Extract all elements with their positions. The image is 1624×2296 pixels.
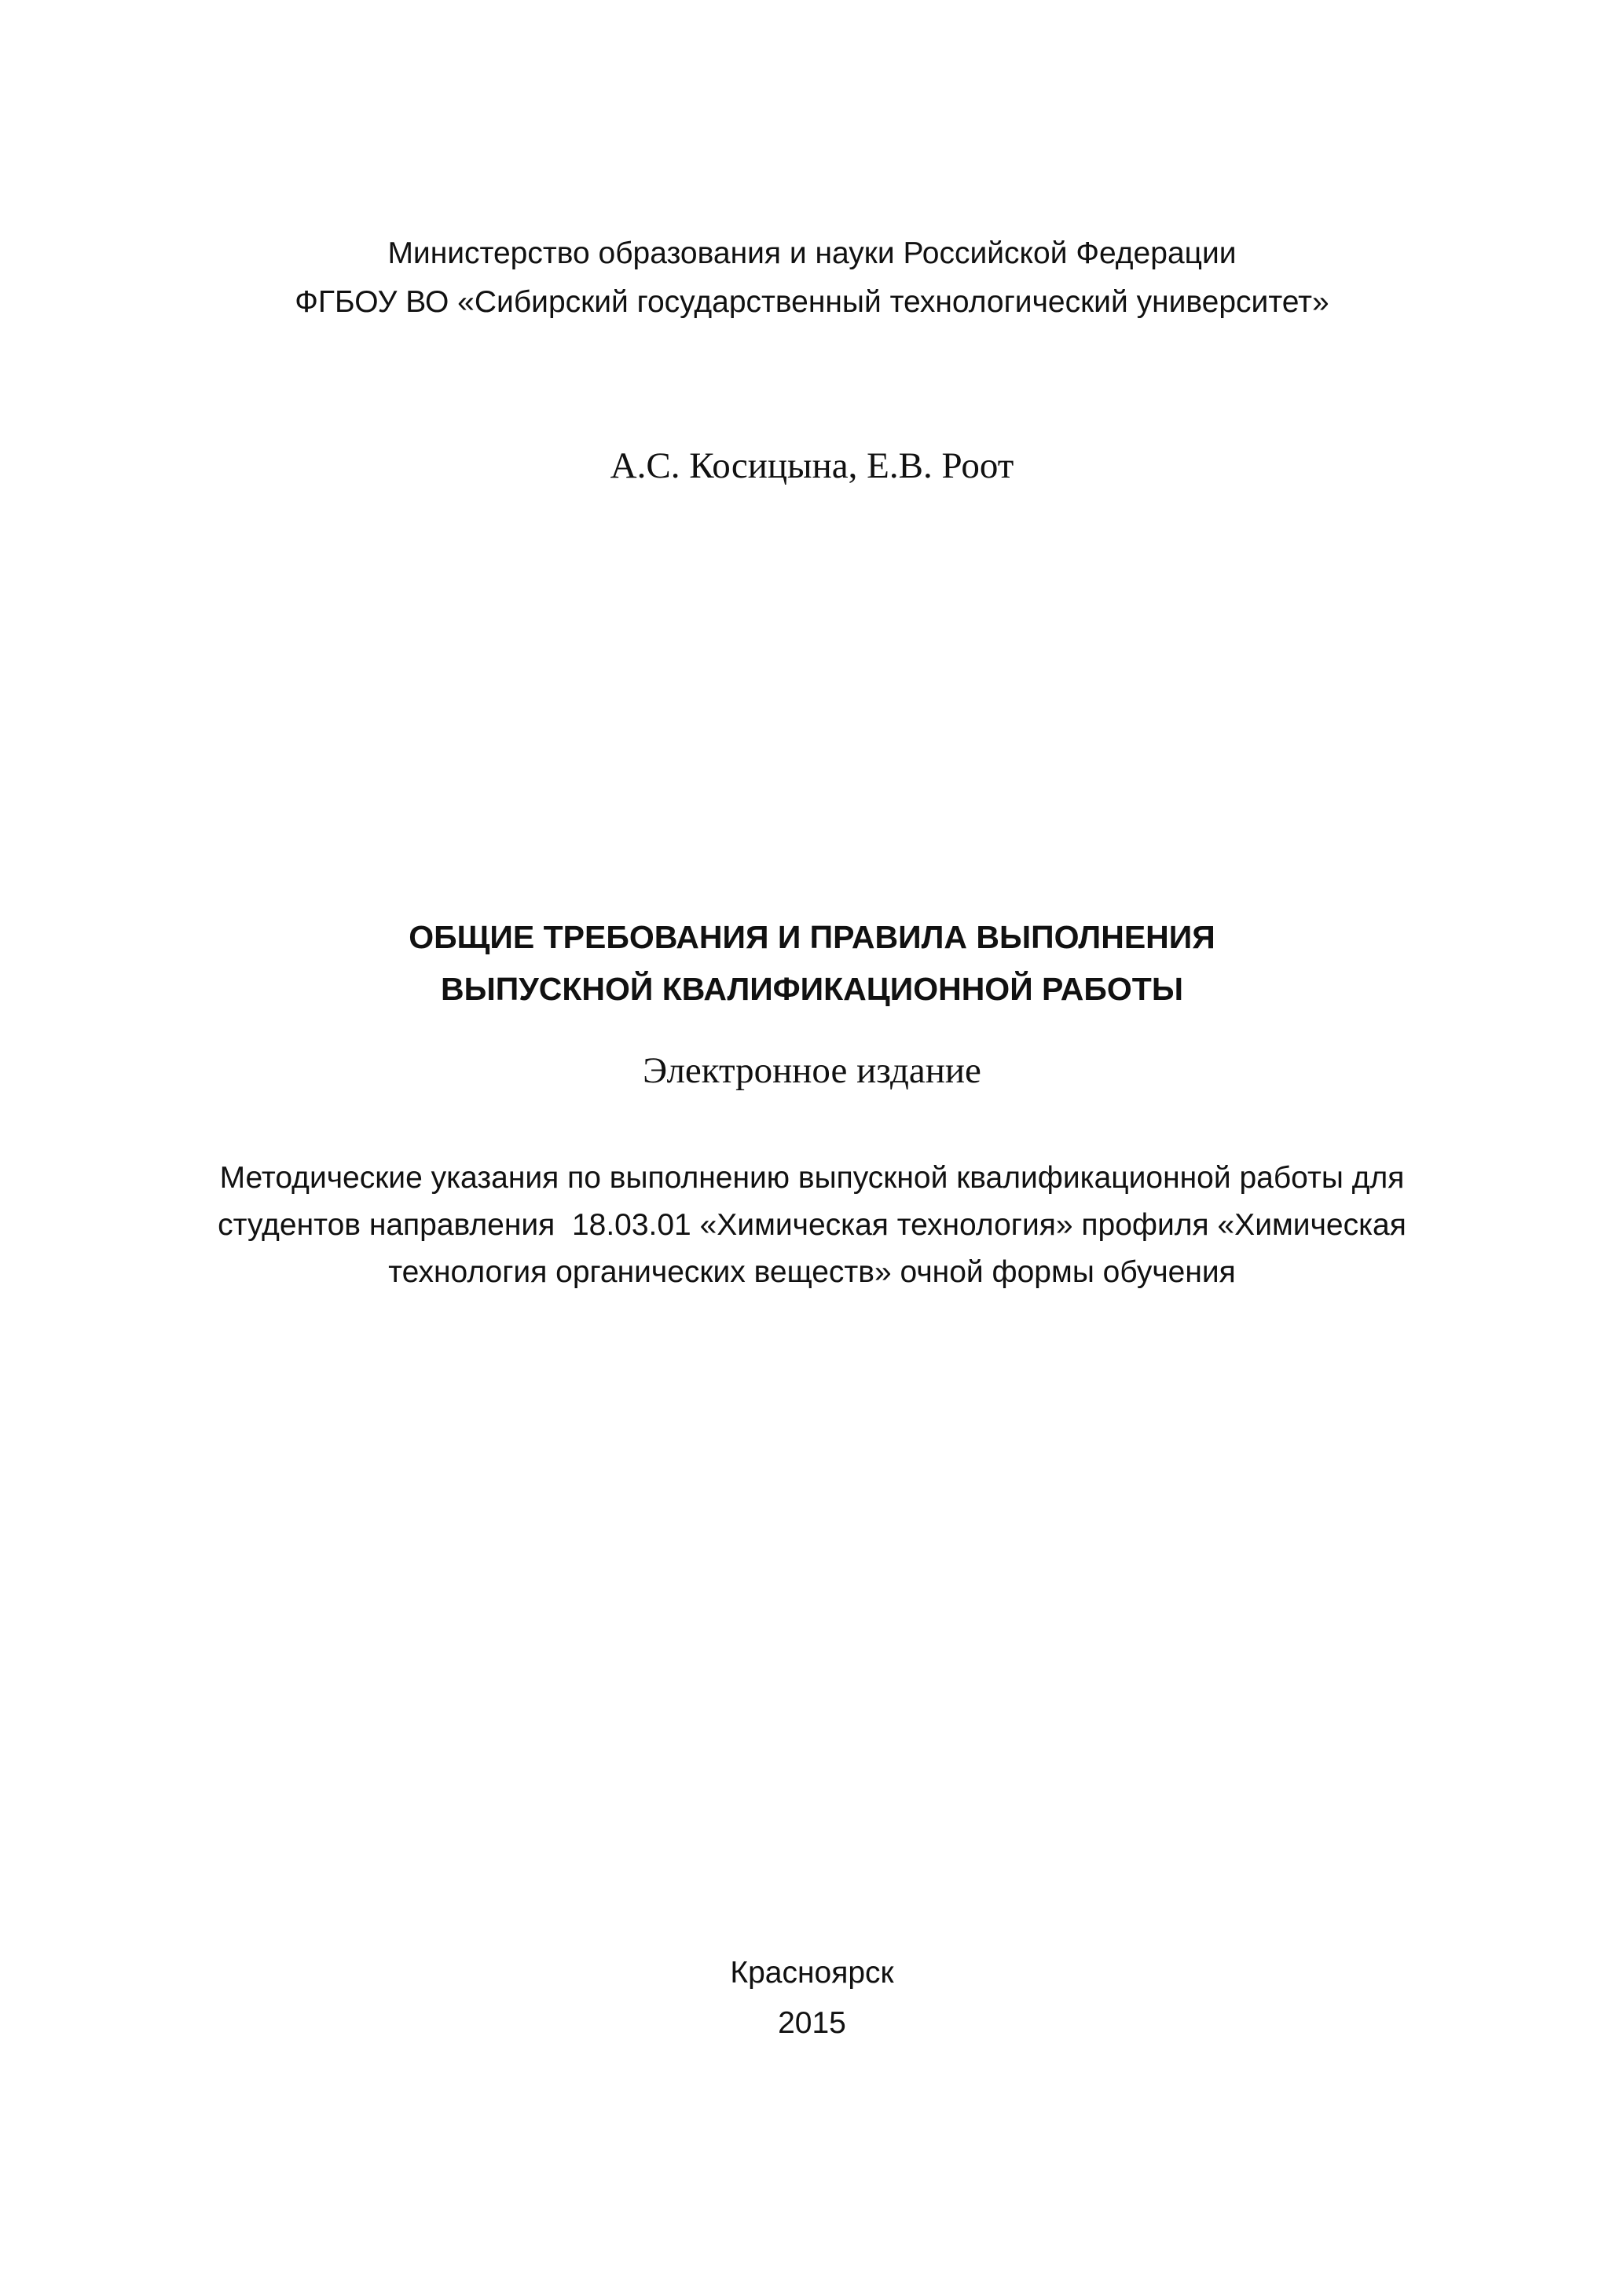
description-block <box>0 1155 1624 1296</box>
ministry-name: Министерство образования и науки Российской Федерации <box>387 236 1237 270</box>
title-line-2: ВЫПУСКНОЙ КВАЛИФИКАЦИОННОЙ РАБОТЫ <box>441 971 1183 1007</box>
description-line-1: Методические указания по выполнению выпускной квалификационной работы для <box>219 1161 1405 1195</box>
imprint-footer <box>0 1948 1624 2049</box>
title-line-1: ОБЩИЕ ТРЕБОВАНИЯ И ПРАВИЛА ВЫПОЛНЕНИЯ <box>409 919 1215 955</box>
year: 2015 <box>778 2006 846 2040</box>
university-name: ФГБОУ ВО «Сибирский государственный технологический университет» <box>295 285 1329 319</box>
edition-block <box>0 1045 1624 1097</box>
edition-label: Электронное издание <box>643 1050 981 1091</box>
description-line-3: технология органических веществ» очной формы обучения <box>388 1255 1236 1289</box>
authors-block <box>0 440 1624 492</box>
description-line-2: студентов направления 18.03.01 «Химическая технология» профиля «Химическая <box>218 1208 1406 1242</box>
city: Красноярск <box>730 1956 894 1990</box>
publisher-header <box>0 229 1624 327</box>
authors: А.С. Косицына, Е.В. Роот <box>610 445 1014 486</box>
document-title <box>0 911 1624 1015</box>
